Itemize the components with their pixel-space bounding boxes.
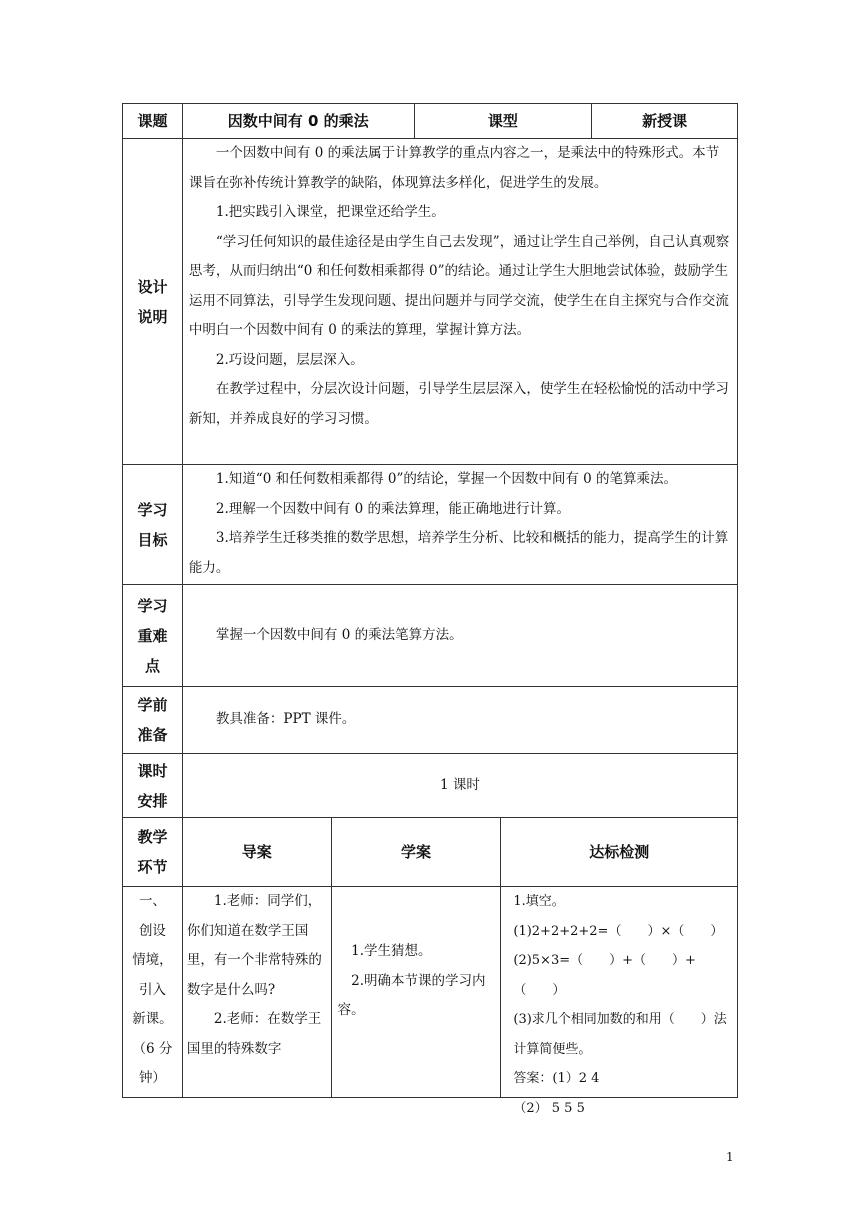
study-item: 2.明确本节课的学习内容。 [337,972,486,1018]
step1-row [122,886,738,1116]
study-item: 1.学生猜想。 [351,943,432,959]
key-label: 学习 重难 点 [123,585,183,686]
check-column-header: 达标检测 [501,818,738,886]
step1-guide [183,887,332,1097]
header-row [122,103,738,138]
study-column-header: 学案 [332,818,502,886]
prep-row [122,686,738,753]
step1-check [501,887,738,1116]
time-row [122,753,738,817]
time-text: 1 课时 [440,776,480,793]
design-label: 设计 说明 [123,139,183,464]
goal-item: 3.培养学生迁移类推的数学思想，培养学生分析、比较和概括的能力，提高学生的计算能力。 [188,530,729,576]
prep-label: 学前 准备 [123,687,183,753]
key-content [183,585,738,686]
design-paragraph: 1.把实践引入课堂，把课堂还给学生。 [215,204,445,220]
topic-value: 因数中间有 0 的乘法 [183,104,415,138]
prep-content [183,687,738,753]
process-label: 教学 环节 [123,818,183,886]
check-item: (2)5×3=（ ）+（ ）+（ ） [513,953,696,998]
prep-text: 教具准备：PPT 课件。 [215,711,356,728]
design-paragraph: “学习任何知识的最佳途径是由学生自己去发现”，通过让学生自己举例，自己认真观察思考，从而归纳出“0 和任何数相乘都得 0”的结论。通过让学生大胆地尝试体验，鼓励学生运用不同算法，引导学生发现问题、提出问题并与同学交流，使学生在自主探究与合作交流中明白一个因数中间有 0 的乘法的算理，掌握计算方法。 [188,233,730,338]
type-value: 新授课 [592,104,738,138]
topic-label: 课题 [123,104,183,138]
design-paragraph: 在教学过程中，分层次设计问题，引导学生层层深入，使学生在轻松愉悦的活动中学习新知，并养成良好的学习习惯。 [188,381,729,427]
time-content [183,754,738,817]
check-item: 1.填空。 [513,894,565,909]
time-label: 课时 安排 [123,754,183,817]
guide-column-header: 导案 [183,818,332,886]
design-paragraph: 2.巧设问题，层层深入。 [215,351,364,368]
check-item: 答案：(1）2 4 [513,1071,600,1086]
process-header-row [122,817,738,886]
goal-item: 1.知道“0 和任何数相乘都得 0”的结论，掌握一个因数中间有 0 的笔算乘法。 [215,471,678,487]
check-item: (1)2+2+2+2=（ ）×（ ） [513,923,724,939]
goals-label: 学习 目标 [123,465,183,584]
check-item: (3)求几个相同加数的和用（ ）法计算简便些。 [513,1012,727,1057]
step1-study [332,887,502,1097]
step1-label: 一、 创设 情境， 引入 新课。 （6 分 钟） [123,887,183,1097]
guide-item: 2.老师：在数学王国里的特殊数字 [186,1011,322,1057]
lesson-plan-table [122,103,738,1116]
design-paragraph: 一个因数中间有 0 的乘法属于计算教学的重点内容之一，是乘法中的特殊形式。本节课旨在弥补传统计算教学的缺陷，体现算法多样化，促进学生的发展。 [188,145,720,191]
page-number: 1 [726,1150,734,1164]
goals-row [122,464,738,584]
type-label: 课型 [415,104,593,138]
key-text: 掌握一个因数中间有 0 的乘法笔算方法。 [215,626,463,643]
design-content [183,139,738,464]
guide-item: 1.老师：同学们，你们知道在数学王国里，有一个非常特殊的数字是什么吗? [186,893,322,998]
check-item: （2） 5 5 5 [513,1100,585,1116]
goals-content [183,465,738,584]
goal-item: 2.理解一个因数中间有 0 的乘法算理，能正确地进行计算。 [215,500,570,517]
design-row [122,138,738,464]
key-row [122,584,738,686]
